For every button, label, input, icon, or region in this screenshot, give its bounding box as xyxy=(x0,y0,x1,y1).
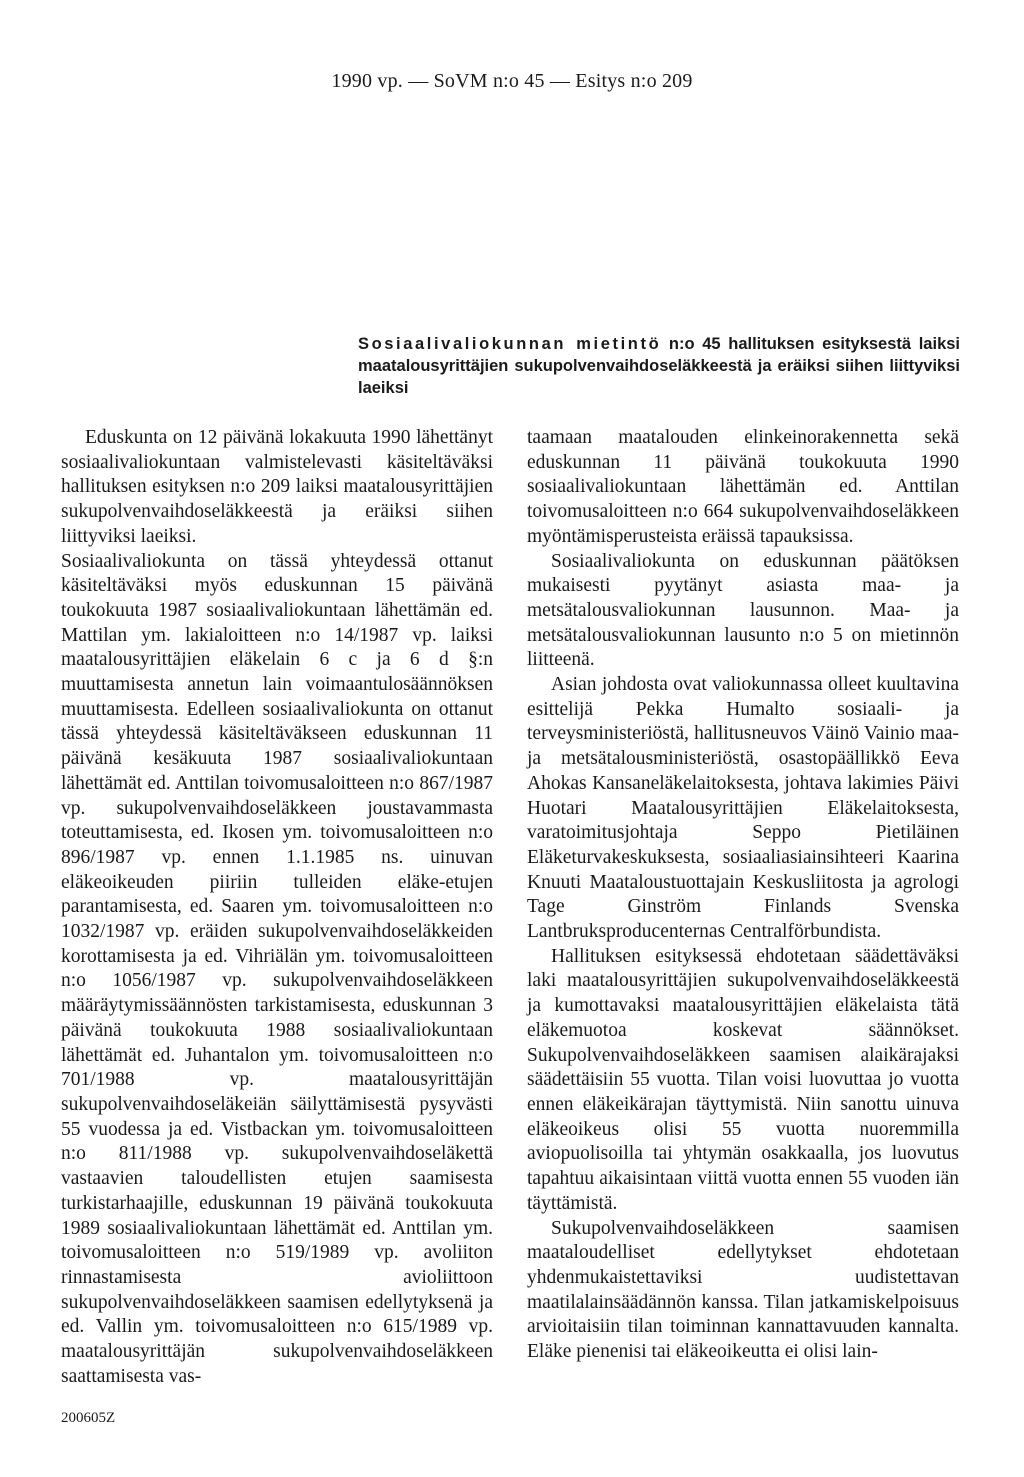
right-paragraph-4: Hallituksen esityksessä ehdotetaan säädettäväksi laki maatalousyrittäjien sukupolvenvaihdoseläkkeestä ja kumottavaksi maatalousyrittäjien eläkelaista tätä eläkemuotoa koskevat säännökset. Sukupolvenvaihdoseläkkeen saamisen alaikärajaksi säädettäisiin 55 vuotta. Tilan voisi luovuttaa jo vuotta ennen eläkeikärajan täyttymistä. Niin sanottu uinuva eläkeoikeus olisi 55 vuotta nuoremmilla aviopuolisoilla tai yhtymän osakkaalla, jos luovutus tapahtuu aikaisintaan viittä vuotta ennen 55 vuoden iän täyttämistä. xyxy=(527,945,959,1214)
right-paragraph-2: Sosiaalivaliokunta on eduskunnan päätöksen mukaisesti pyytänyt asiasta maa- ja metsätalousvaliokunnan lausunnon. Maa- ja metsätalousvaliokunnan lausunto n:o 5 on mietinnön liitteenä. xyxy=(527,550,959,671)
right-column xyxy=(527,426,959,1365)
report-title-rest: n:o 45 hallituksen esityksestä laiksi maatalousyrittäjien sukupolvenvaihdoseläkkeestä ja eräiksi siihen liittyviksi laeiksi xyxy=(358,335,961,397)
report-title xyxy=(358,333,960,399)
right-paragraph-1: taamaan maatalouden elinkeinorakennetta sekä eduskunnan 11 päivänä toukokuuta 1990 sosiaalivaliokuntaan lähettämän ed. Anttilan toivomusaloitteen n:o 664 sukupolvenvaihdoseläkkeen myöntämisperusteista eräissä tapauksissa. xyxy=(527,427,959,547)
report-title-committee: Sosiaalivaliokunnan mietintö xyxy=(358,335,662,353)
left-column xyxy=(61,426,493,1389)
left-paragraph-2: Sosiaalivaliokunta on tässä yhteydessä ottanut käsiteltäväksi myös eduskunnan 15 päivänä toukokuuta 1987 sosiaalivaliokuntaan lähettämän ed. Mattilan ym. lakialoitteen n:o 14/1987 vp. laiksi maatalousyrittäjien eläkelain 6 c ja 6 d §:n muuttamisesta annetun lain voimaantulosäännöksen muuttamisesta. Edelleen sosiaalivaliokunta on ottanut tässä yhteydessä käsiteltäväkseen eduskunnan 11 päivänä kesäkuuta 1987 sosiaalivaliokuntaan lähettämät ed. Anttilan toivomusaloitteen n:o 867/1987 vp. sukupolvenvaihdoseläkkeen joustavammasta toteuttamisesta, ed. Ikosen ym. toivomusaloitteen n:o 896/1987 vp. ennen 1.1.1985 ns. uinuvan eläkeoikeuden piiriin tulleiden eläke-etujen parantamisesta, ed. Saaren ym. toivomusaloitteen n:o 1032/1987 vp. eräiden sukupolvenvaihdoseläkkeiden korottamisesta ja ed. Vihriälän ym. toivomusaloitteen n:o 1056/1987 vp. sukupolvenvaihdoseläkkeen määräytymissäännösten tarkistamisesta, eduskunnan 3 päivänä toukokuuta 1988 sosiaalivaliokuntaan lähettämät ed. Juhantalon ym. toivomusaloitteen n:o 701/1988 vp. maatalousyrittäjän sukupolvenvaihdoseläkeiän säilyttämisestä pysyvästi 55 vuodessa ja ed. Vistbackan ym. toivomusaloitteen n:o 811/1988 vp. sukupolvenvaihdoseläkettä vastaavien taloudellisten etujen saamisesta turkistarhaajille, eduskunnan 19 päivänä toukokuuta 1989 sosiaalivaliokuntaan lähettämät ed. Anttilan ym. toivomusaloitteen n:o 519/1989 vp. avoliiton rinnastamisesta avioliittoon sukupolvenvaihdoseläkkeen saamisen edellytyksenä ja ed. Vallin ym. toivomusaloitteen n:o 615/1989 vp. maatalousyrittäjän sukupolvenvaihdoseläkkeen saattamisesta vas- xyxy=(61,550,493,1387)
left-paragraph-1: Eduskunta on 12 päivänä lokakuuta 1990 lähettänyt sosiaalivaliokuntaan valmistelevasti käsiteltäväksi hallituksen esityksen n:o 209 laiksi maatalousyrittäjien sukupolvenvaihdoseläkkeestä ja eräiksi siihen liittyviksi laeiksi. xyxy=(61,427,493,547)
right-paragraph-5: Sukupolvenvaihdoseläkkeen saamisen maataloudelliset edellytykset ehdotetaan yhdenmukaistettaviksi uudistettavan maatilalainsäädännön kanssa. Tilan jatkamiskelpoisuus arvioitaisiin tilan toiminnan kannattavuuden kannalta. Eläke pienenisi tai eläkeoikeutta ei olisi lain- xyxy=(527,1217,959,1363)
page-header: 1990 vp. — SoVM n:o 45 — Esitys n:o 209 xyxy=(331,70,693,92)
document-code: 200605Z xyxy=(61,1410,116,1426)
right-paragraph-3: Asian johdosta ovat valiokunnassa olleet kuultavina esittelijä Pekka Humalto sosiaali- ja terveysministeriöstä, hallitusneuvos Väinö Vainio maa- ja metsätalousministeriöstä, osastopäällikkö Eeva Ahokas Kansaneläkelaitoksesta, johtava lakimies Päivi Huotari Maatalousyrittäjien Eläkelaitoksesta, varatoimitusjohtaja Seppo Pietiläinen Eläketurvakeskuksesta, sosiaaliasiainsihteeri Kaarina Knuuti Maataloustuottajain Keskusliitosta ja agrologi Tage Ginström Finlands Svenska Lantbruksproducenternas Centralförbundista. xyxy=(527,674,959,943)
